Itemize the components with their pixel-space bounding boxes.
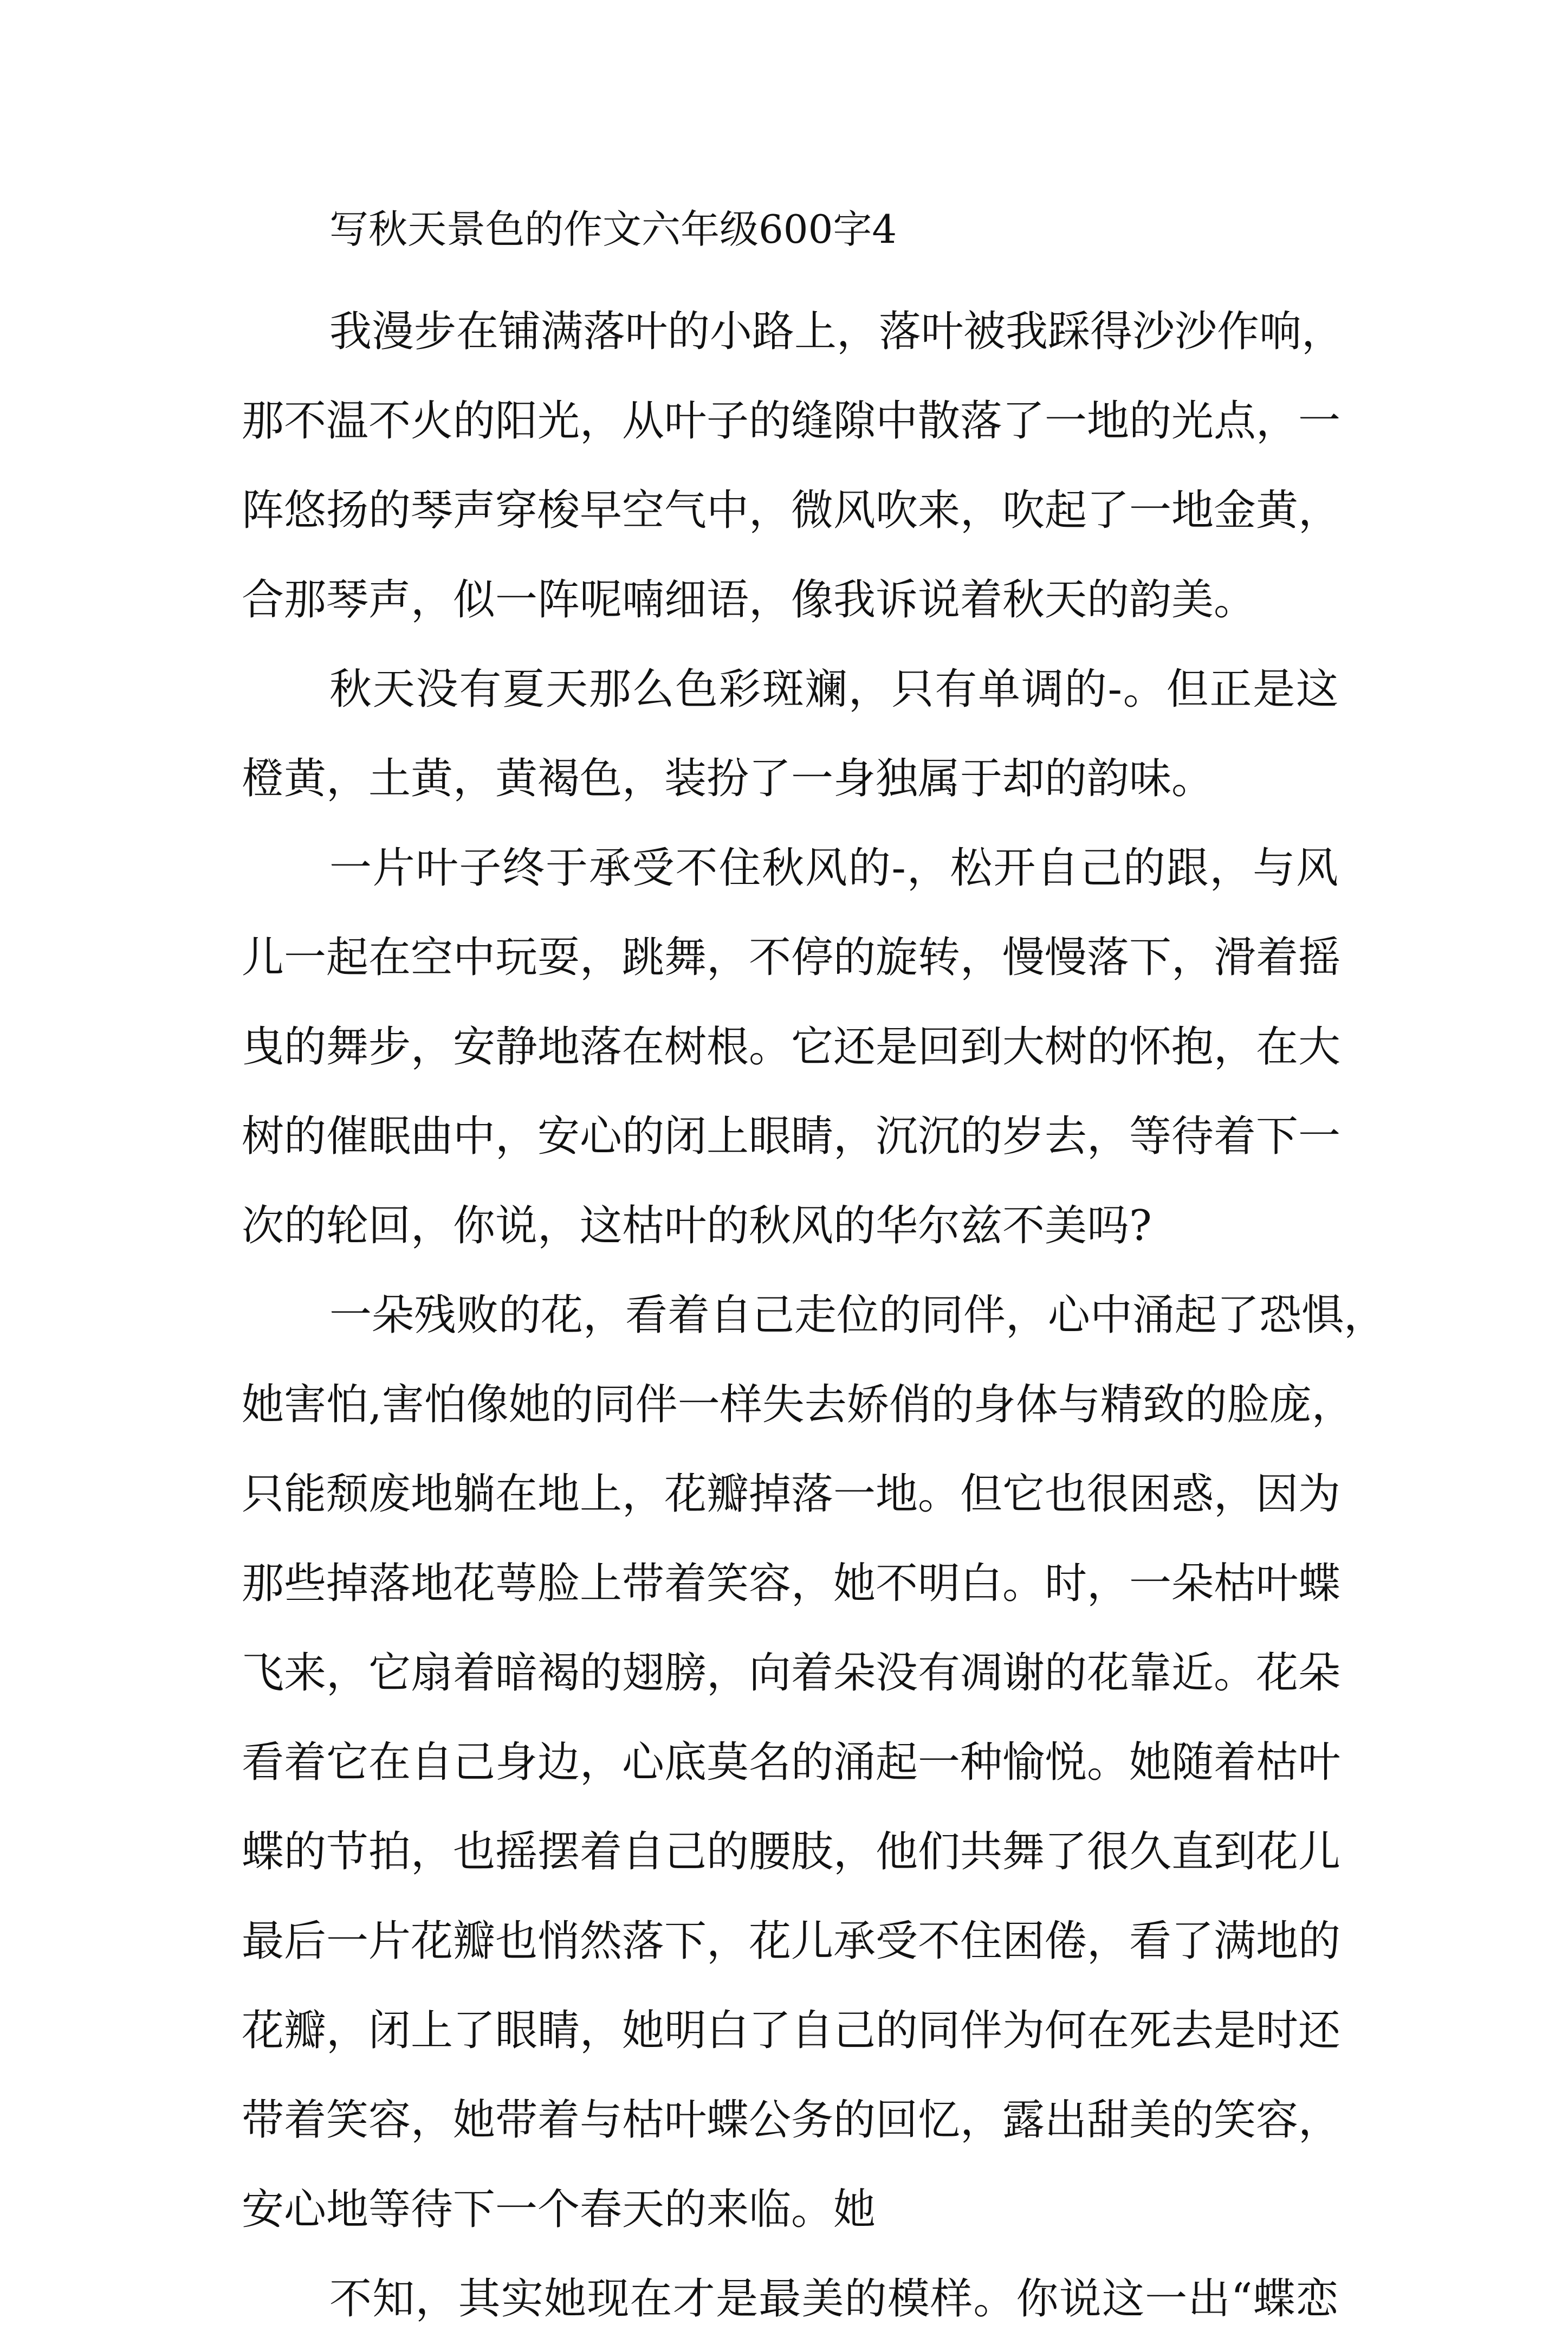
- text-line: 不知，其实她现在才是最美的模样。你说这一出“蝶恋: [329, 2275, 1338, 2323]
- text-line: 次的轮回，你说，这枯叶的秋风的华尔兹不美吗?: [242, 1202, 1152, 1250]
- paragraph-5: [242, 2255, 1338, 2344]
- document-title: 写秋天景色的作文六年级600字4: [329, 206, 897, 252]
- text-line: 蝶的节拍，也摇摆着自己的腰肢，他们共舞了很久直到花儿: [242, 1828, 1341, 1876]
- text-line: 飞来，它扇着暗褐的翅膀，向着朵没有凋谢的花靠近。花朵: [242, 1649, 1341, 1697]
- paragraph-1: [242, 287, 1344, 645]
- paragraph-4: [242, 1271, 1386, 2255]
- essay-body: [242, 287, 1386, 2344]
- text-line: 她害怕,害怕像她的同伴一样失去娇俏的身体与精致的脸庞，: [242, 1380, 1354, 1429]
- text-line: 花瓣，闭上了眼睛，她明白了自己的同伴为何在死去是时还: [242, 2006, 1341, 2055]
- text-line: 曳的舞步，安静地落在树根。它还是回到大树的怀抱，在大: [242, 1023, 1341, 1071]
- text-line: 只能颓废地躺在地上，花瓣掉落一地。但它也很困惑，因为: [242, 1470, 1341, 1519]
- text-line: 儿一起在空中玩耍，跳舞，不停的旋转，慢慢落下，滑着摇: [242, 933, 1341, 982]
- text-line: 看着它在自己身边，心底莫名的涌起一种愉悦。她随着枯叶: [242, 1738, 1341, 1787]
- text-line: 一片叶子终于承受不住秋风的-，松开自己的跟，与风: [329, 844, 1338, 893]
- text-line: 最后一片花瓣也悄然落下，花儿承受不住困倦，看了满地的: [242, 1917, 1341, 1966]
- text-line: 安心地等待下一个春天的来临。她: [242, 2185, 876, 2234]
- text-line: 橙黄，土黄，黄褐色，装扮了一身独属于却的韵味。: [242, 754, 1214, 803]
- text-line: 合那琴声，似一阵呢喃细语，像我诉说着秋天的韵美。: [242, 576, 1256, 624]
- paragraph-3: [242, 824, 1341, 1271]
- text-line: 那些掉落地花萼脸上带着笑容，她不明白。时，一朵枯叶蝶: [242, 1559, 1341, 1608]
- text-line: 带着笑容，她带着与枯叶蝶公务的回忆，露出甜美的笑容，: [242, 2096, 1341, 2145]
- text-line: 那不温不火的阳光，从叶子的缝隙中散落了一地的光点，一: [242, 397, 1341, 445]
- text-line: 我漫步在铺满落叶的小路上，落叶被我踩得沙沙作响，: [329, 307, 1344, 356]
- text-line: 阵悠扬的琴声穿梭早空气中，微风吹来，吹起了一地金黄，: [242, 486, 1341, 535]
- text-line: 树的催眠曲中，安心的闭上眼睛，沉沉的岁去，等待着下一: [242, 1112, 1341, 1161]
- paragraph-2: [242, 645, 1338, 824]
- text-line: 一朵残败的花，看着自己走位的同伴，心中涌起了恐惧，: [329, 1291, 1386, 1340]
- text-line: 秋天没有夏天那么色彩斑斓，只有单调的-。但正是这: [329, 665, 1338, 714]
